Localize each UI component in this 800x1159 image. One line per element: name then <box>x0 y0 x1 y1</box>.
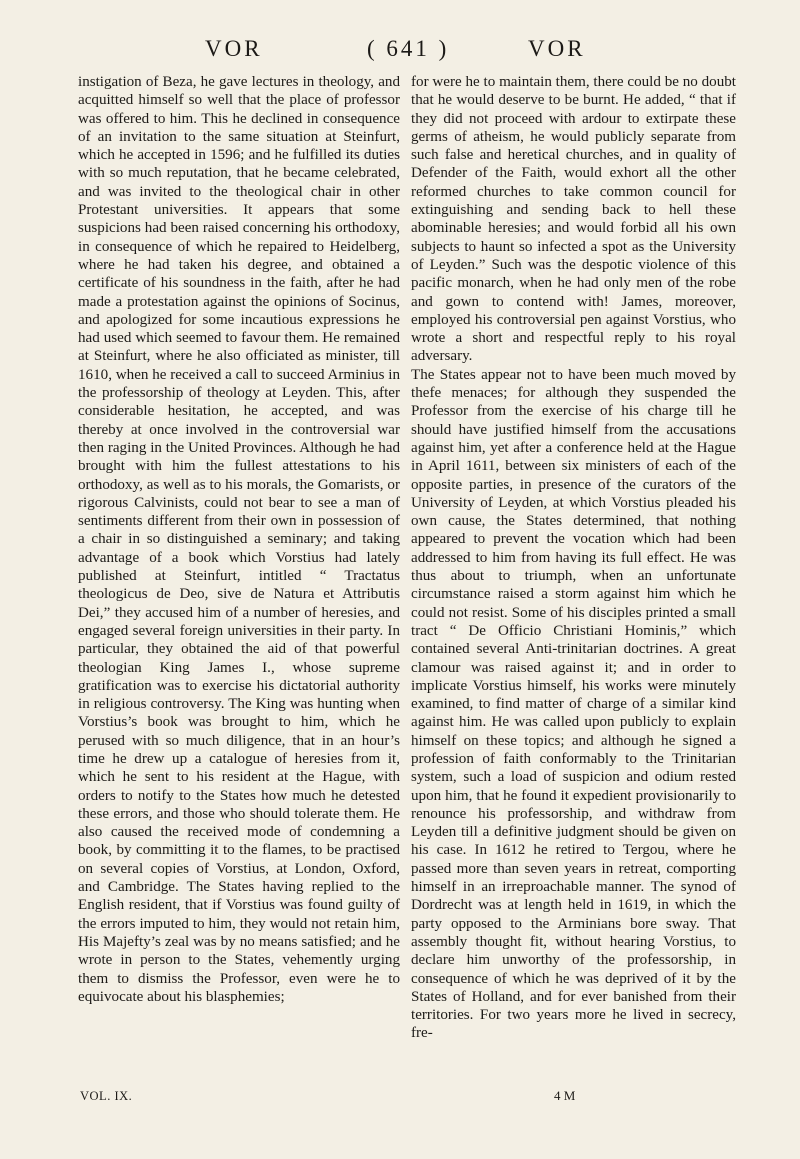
left-paragraph-1: instigation of Beza, he gave lectures in theology, and acquitted himself so well that the place of professor was offered to him. This he declined in consequence of an invitation to the same situation at Steinfurt, which he accepted in 1596; and he fulfilled its duties with so much reputation, that he became celebrated, and was invited to the theological chair in other Protestant universities. It appears that some suspicions had been raised concerning his orthodoxy, in consequence of which he repaired to Heidelberg, where he had taken his degree, and obtained a certificate of his soundness in the faith, after he had made a protestation against the opinions of Socinus, and apologized for some incautious expressions he had used which seemed to favour them. He remained at Steinfurt, where he also officiated as minister, till 1610, when he received a call to succeed Arminius in the professorship of theology at Leyden. This, after considerable hesitation, he accepted, and was thereby at once involved in the controversial war then raging in the United Provinces. Although he had brought with him the fullest attestations to his orthodoxy, as well as to his morals, the Gomarists, or rigorous Calvinists, could not bear to see a man of sentiments different from their own in possession of a chair in so distinguished a seminary; and taking advantage of a book which Vorstius had lately published at Steinfurt, intitled “ Tractatus theologicus de Deo, sive de Natura et Attributis Dei,” they accused him of a number of heresies, and engaged several foreign universities in their party. In particular, they obtained the aid of that powerful theologian King James I., whose supreme gratification was to exercise his dictatorial authority in religious controversy. The King was hunting when Vorstius’s book was brought to him, which he perused with so much diligence, that in an hour’s time he drew up a catalogue of heresies from it, which he sent to his resident at the Hague, with orders to notify to the States how much he detested these errors, and those who should tolerate them. He also caused the received mode of condemning a book, by committing it to the flames, to be practised on several copies of Vorstius, at London, Oxford, and Cambridge. The States having replied to the English resident, that if Vorstius was found guilty of the errors imputed to him, they would not retain him, His Majefty’s zeal was by no means satisfied; and he wrote in person to the States, vehemently urging them to dismiss the Professor, even were he to equivocate about his blasphemies; <box>78 74 400 1005</box>
header-left-word: VOR <box>205 36 263 61</box>
right-paragraph-1: for were he to maintain them, there could be no doubt that he would deserve to be burnt. He added, “ that if they did not proceed with ardour to extirpate these germs of atheism, he would publicly separate from such false and heretical churches, and in quality of Defender of the Faith, would exhort all the other reformed churches to take common council for extinguishing and sending back to hell these abominable heresies; and would forbid all his own subjects to haunt so infected a spot as the University of Leyden.” Such was the despotic violence of this pacific monarch, when he had only men of the robe and gown to contend with! James, moreover, employed his controversial pen against Vorstius, who wrote a short and respectful reply to his royal adversary. <box>411 74 736 365</box>
volume-label: VOL. IX. <box>80 1089 133 1103</box>
right-text-column <box>411 73 736 1043</box>
page-number: ( 641 ) <box>367 36 450 61</box>
header-right-word: VOR <box>528 36 586 61</box>
right-paragraph-2: The States appear not to have been much moved by thefe menaces; for although they suspended the Professor from the exercise of his charge till he should have justified himself from the accusations against him, yet after a conference held at the Hague in April 1611, between six ministers of each of the opposite parties, in presence of the curators of the University of Leyden, at which Vorstius pleaded his own cause, the States determined, that nothing appeared to prevent the vocation which had been addressed to him from having its full effect. He was thus about to triumph, when an unfortunate circumstance raised a storm against him which he could not resist. Some of his disciples printed a small tract “ De Officio Christiani Hominis,” which contained several Anti-trinitarian doctrines. A great clamour was raised against it; and in order to implicate Vorstius himself, his works were minutely examined, to find matter of charge of a similar kind against him. He was called upon publicly to explain himself on these topics; and although he signed a profession of faith conformably to the Trinitarian system, such a load of suspicion and odium rested upon him, that he found it expedient provisionarily to renounce his professorship, and withdraw from Leyden till a definitive judgment should be given on his case. In 1612 he retired to Tergou, where he passed more than seven years in retreat, comporting himself in an irreproachable manner. The synod of Dordrecht was at length held in 1619, in which the party opposed to the Arminians bore sway. That assembly thought fit, without hearing Vorstius, to declare him unworthy of the professorship, in consequence of which he was deprived of it by the States of Holland, and for ever banished from their territories. For two years more he lived in secrecy, fre- <box>411 366 736 1042</box>
signature-mark: 4 M <box>554 1088 576 1103</box>
running-header <box>0 36 800 66</box>
left-text-column <box>78 73 400 1006</box>
